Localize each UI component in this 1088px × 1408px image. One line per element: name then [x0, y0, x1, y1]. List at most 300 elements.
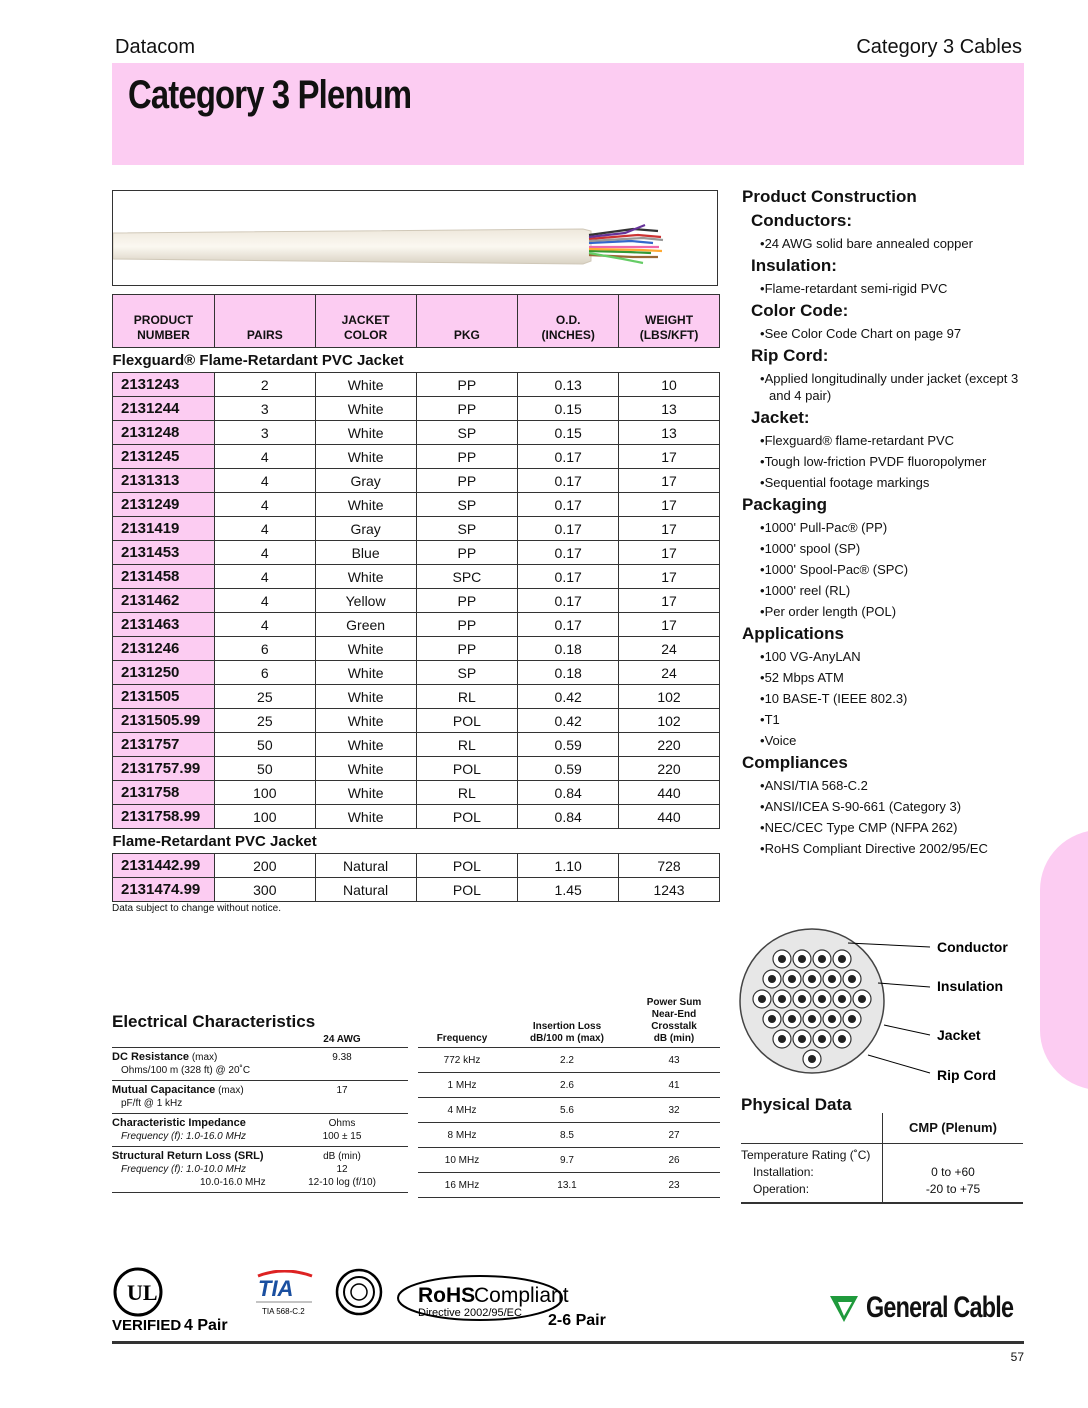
- column-header: [315, 295, 416, 348]
- wire-conductor: [788, 1015, 796, 1023]
- diagram-label-jacket: Jacket: [937, 1027, 981, 1043]
- table-cell: 17: [619, 613, 720, 637]
- table-cell: White: [315, 805, 416, 829]
- wire-conductor: [808, 1055, 816, 1063]
- table-cell: 728: [619, 854, 720, 878]
- table-cell: 220: [619, 757, 720, 781]
- list-item: • Flame-retardant semi-rigid PVC: [742, 280, 1042, 297]
- table-cell: 2: [214, 373, 315, 397]
- column-header-line: (LBS/KFT): [639, 328, 699, 342]
- table-cell: RL: [416, 781, 518, 805]
- temp-rating-label: Temperature Rating (˚C): [741, 1148, 871, 1162]
- wire-conductor: [768, 1015, 776, 1023]
- table-cell: 3: [214, 421, 315, 445]
- frequency-cell: 10 MHz: [444, 1154, 480, 1166]
- table-cell: 0.17: [518, 541, 619, 565]
- table-cell: 0.18: [518, 637, 619, 661]
- category-label: Category 3 Cables: [856, 36, 1022, 58]
- product-number-cell: 2131245: [113, 445, 215, 469]
- column-header-line: [418, 1021, 506, 1033]
- rohs-directive: Directive 2002/95/EC: [418, 1307, 522, 1319]
- column-header-line: PAIRS: [246, 328, 283, 342]
- product-construction: [742, 187, 1042, 861]
- frequency-cell: 2.6: [560, 1079, 574, 1091]
- ul-verified-logo: [112, 1266, 242, 1336]
- table-row: [113, 373, 720, 397]
- table-cell: White: [315, 421, 416, 445]
- table-cell: 4: [214, 613, 315, 637]
- table-cell: PP: [416, 469, 518, 493]
- table-cell: 0.84: [518, 805, 619, 829]
- table-cell: 4: [214, 469, 315, 493]
- product-number-cell: 2131250: [113, 661, 215, 685]
- table-cell: 6: [214, 637, 315, 661]
- column-header-line: dB/100 m (max): [530, 1033, 604, 1044]
- table-cell: POL: [416, 805, 518, 829]
- wire-conductor: [808, 1015, 816, 1023]
- table-cell: 4: [214, 445, 315, 469]
- construction-heading: Color Code:: [751, 301, 849, 320]
- cable-illustration: [113, 191, 717, 285]
- list-item: • 10 BASE-T (IEEE 802.3): [742, 690, 1042, 707]
- column-header: [518, 295, 619, 348]
- table-cell: White: [315, 565, 416, 589]
- list-item: • RoHS Compliant Directive 2002/95/EC: [742, 840, 1042, 857]
- product-number-cell: 2131757: [113, 733, 215, 757]
- table-cell: 0.17: [518, 565, 619, 589]
- list-item: • Flexguard® flame-retardant PVC: [742, 432, 1042, 449]
- construction-list: [742, 519, 1042, 620]
- frequency-table: [418, 997, 720, 1198]
- frequency-cell: 9.7: [560, 1154, 574, 1166]
- column-header-line: WEIGHT: [645, 313, 694, 327]
- product-number-cell: 2131505: [113, 685, 215, 709]
- product-number-cell: 2131463: [113, 613, 215, 637]
- table-row: [113, 878, 720, 902]
- table-cell: 24: [619, 637, 720, 661]
- table-cell: 100: [214, 805, 315, 829]
- wire-conductor: [848, 1015, 856, 1023]
- wire-conductor: [818, 955, 826, 963]
- frequency-cell: 41: [668, 1079, 680, 1091]
- table-cell: White: [315, 445, 416, 469]
- table-cell: 13: [619, 397, 720, 421]
- frequency-row: [418, 1048, 720, 1073]
- frequency-column-header: [506, 1009, 628, 1047]
- table-cell: 0.59: [518, 733, 619, 757]
- table-cell: 1243: [619, 878, 720, 902]
- frequency-cell: 26: [668, 1154, 680, 1166]
- table-row: [113, 613, 720, 637]
- cmp-header: CMP (Plenum): [909, 1120, 997, 1135]
- wire-conductor: [848, 975, 856, 983]
- wire-conductor: [838, 995, 846, 1003]
- section-title: Flexguard® Flame-Retardant PVC Jacket: [112, 351, 404, 369]
- list-item: • 1000' reel (RL): [742, 582, 1042, 599]
- ul-pair-text: 4 Pair: [184, 1317, 228, 1334]
- table-cell: White: [315, 661, 416, 685]
- table-cell: 25: [214, 709, 315, 733]
- product-number-cell: 2131249: [113, 493, 215, 517]
- param-value: Ohms: [328, 1118, 356, 1129]
- construction-list: [742, 370, 1042, 404]
- table-cell: 25: [214, 685, 315, 709]
- table-cell: 0.17: [518, 469, 619, 493]
- table-cell: 17: [619, 565, 720, 589]
- construction-heading: Jacket:: [751, 408, 810, 427]
- table-cell: POL: [416, 878, 518, 902]
- list-item: • Applied longitudinally under jacket (except 3 and 4 pair): [742, 370, 1042, 404]
- frequency-cell: 32: [668, 1104, 680, 1116]
- list-item: • ANSI/ICEA S-90-661 (Category 3): [742, 798, 1042, 815]
- general-cable-logo: [826, 1290, 1055, 1326]
- frequency-cell: 2.2: [560, 1054, 574, 1066]
- wire-conductor: [778, 995, 786, 1003]
- table-cell: 0.18: [518, 661, 619, 685]
- table-cell: 17: [619, 589, 720, 613]
- ul-verified-text: VERIFIED: [112, 1317, 182, 1334]
- table-cell: 17: [619, 517, 720, 541]
- icea-seal-icon: [335, 1268, 385, 1318]
- param-sub: 10.0-16.0 MHz: [200, 1177, 266, 1188]
- table-cell: Gray: [315, 469, 416, 493]
- electrical-row: [112, 1114, 408, 1147]
- column-header-line: Power Sum: [646, 997, 702, 1008]
- list-item: • Tough low-friction PVDF fluoropolymer: [742, 453, 1042, 470]
- table-cell: 102: [619, 685, 720, 709]
- table-cell: Natural: [315, 878, 416, 902]
- column-header-line: PRODUCT: [133, 313, 194, 327]
- frequency-column-header: [418, 1009, 506, 1047]
- table-cell: PP: [416, 397, 518, 421]
- column-header-line: (INCHES): [541, 328, 595, 342]
- list-item: • Per order length (POL): [742, 603, 1042, 620]
- installation-value: 0 to +60: [931, 1165, 975, 1179]
- table-cell: SPC: [416, 565, 518, 589]
- table-cell: 4: [214, 589, 315, 613]
- table-cell: 102: [619, 709, 720, 733]
- table-cell: 17: [619, 445, 720, 469]
- product-number-cell: 2131419: [113, 517, 215, 541]
- wire-conductor: [798, 955, 806, 963]
- column-header: [214, 295, 315, 348]
- frequency-row: [418, 1173, 720, 1198]
- table-cell: 17: [619, 541, 720, 565]
- physical-data-table: [741, 1113, 1023, 1204]
- table-cell: White: [315, 781, 416, 805]
- param-sub: Frequency (f): 1.0-10.0 MHz: [121, 1164, 247, 1175]
- rohs-title: RoHS: [418, 1284, 476, 1307]
- general-cable-mark-icon: [826, 1290, 862, 1326]
- installation-label: Installation:: [753, 1165, 814, 1179]
- table-cell: 4: [214, 565, 315, 589]
- product-number-cell: 2131758.99: [113, 805, 215, 829]
- operation-value: -20 to +75: [925, 1182, 981, 1196]
- table-cell: 0.59: [518, 757, 619, 781]
- table-cell: Green: [315, 613, 416, 637]
- table-cell: 0.84: [518, 781, 619, 805]
- table-row: [113, 637, 720, 661]
- product-number-cell: 2131757.99: [113, 757, 215, 781]
- table-cell: 0.42: [518, 709, 619, 733]
- column-header-line: NUMBER: [137, 328, 190, 342]
- table-cell: 200: [214, 854, 315, 878]
- table-cell: 1.45: [518, 878, 619, 902]
- list-item: • 100 VG-AnyLAN: [742, 648, 1042, 665]
- table-cell: White: [315, 637, 416, 661]
- product-number-cell: 2131246: [113, 637, 215, 661]
- table-row: [113, 854, 720, 878]
- table-cell: PP: [416, 445, 518, 469]
- param-sub: pF/ft @ 1 kHz: [121, 1098, 183, 1109]
- table-cell: RL: [416, 733, 518, 757]
- construction-list: [742, 432, 1042, 491]
- electrical-row: [112, 1081, 408, 1114]
- table-cell: SP: [416, 421, 518, 445]
- wire-conductor: [838, 1035, 846, 1043]
- column-header-line: Insertion Loss: [532, 1021, 602, 1032]
- table-cell: 0.17: [518, 589, 619, 613]
- electrical-params: [112, 1034, 408, 1193]
- table-cell: 50: [214, 733, 315, 757]
- table-cell: PP: [416, 373, 518, 397]
- table-row: [113, 781, 720, 805]
- table-cell: 13: [619, 421, 720, 445]
- table-row: [113, 541, 720, 565]
- table-row: [113, 421, 720, 445]
- table-cell: White: [315, 373, 416, 397]
- section-title: Flame-Retardant PVC Jacket: [112, 832, 317, 850]
- frequency-row: [418, 1123, 720, 1148]
- product-number-cell: 2131243: [113, 373, 215, 397]
- list-item: • 1000' spool (SP): [742, 540, 1042, 557]
- physical-data-title: Physical Data: [741, 1095, 852, 1114]
- construction-heading: Insulation:: [751, 256, 837, 275]
- cable-photo: [112, 190, 718, 286]
- list-item: • Voice: [742, 732, 1042, 749]
- table-cell: 220: [619, 733, 720, 757]
- table-cell: 50: [214, 757, 315, 781]
- product-number-cell: 2131458: [113, 565, 215, 589]
- frequency-row: [418, 1073, 720, 1098]
- table-cell: 4: [214, 541, 315, 565]
- frequency-cell: 16 MHz: [444, 1179, 480, 1191]
- wire-conductor: [778, 955, 786, 963]
- table-cell: 0.17: [518, 613, 619, 637]
- wire-conductor: [798, 1035, 806, 1043]
- product-number-cell: 2131462: [113, 589, 215, 613]
- param-name: Mutual Capacitance: [112, 1084, 216, 1096]
- table-cell: Blue: [315, 541, 416, 565]
- operation-label: Operation:: [753, 1182, 810, 1196]
- table-cell: White: [315, 397, 416, 421]
- table-cell: 3: [214, 397, 315, 421]
- list-item: • 52 Mbps ATM: [742, 669, 1042, 686]
- electrical-title: Electrical Characteristics: [112, 1012, 316, 1031]
- table-cell: 300: [214, 878, 315, 902]
- table-cell: Gray: [315, 517, 416, 541]
- table-row: [113, 685, 720, 709]
- param-qualifier: (max): [189, 1052, 218, 1063]
- wire-conductor: [828, 1015, 836, 1023]
- param-value: 12-10 log (f/10): [308, 1177, 376, 1188]
- table-row: [113, 493, 720, 517]
- table-cell: White: [315, 685, 416, 709]
- table-cell: 17: [619, 493, 720, 517]
- svg-text:UL: UL: [127, 1280, 158, 1305]
- table-cell: PP: [416, 613, 518, 637]
- construction-list: [742, 648, 1042, 749]
- wire-conductor: [778, 1035, 786, 1043]
- frequency-row: [418, 1098, 720, 1123]
- table-cell: Yellow: [315, 589, 416, 613]
- list-item: • 1000' Spool-Pac® (SPC): [742, 561, 1042, 578]
- svg-text:TIA: TIA: [258, 1276, 294, 1301]
- construction-heading: Rip Cord:: [751, 346, 829, 365]
- product-number-cell: 2131505.99: [113, 709, 215, 733]
- wire-conductor: [858, 995, 866, 1003]
- frequency-cell: 43: [668, 1054, 680, 1066]
- param-value: 17: [336, 1085, 348, 1096]
- wire-conductor: [818, 995, 826, 1003]
- table-row: [113, 397, 720, 421]
- table-cell: 0.17: [518, 445, 619, 469]
- table-cell: SP: [416, 517, 518, 541]
- list-item: • 24 AWG solid bare annealed copper: [742, 235, 1042, 252]
- list-item: • Sequential footage markings: [742, 474, 1042, 491]
- column-header-line: PKG: [453, 328, 480, 342]
- table-header-row: [113, 295, 720, 348]
- frequency-cell: 13.1: [557, 1179, 577, 1191]
- product-number-cell: 2131313: [113, 469, 215, 493]
- table-cell: 0.13: [518, 373, 619, 397]
- table-cell: POL: [416, 757, 518, 781]
- column-header-line: JACKET: [341, 313, 390, 327]
- electrical-row: [112, 1048, 408, 1081]
- param-name: Characteristic Impedance: [112, 1117, 246, 1129]
- table-cell: SP: [416, 661, 518, 685]
- product-number-cell: 2131474.99: [113, 878, 215, 902]
- param-sub: Ohms/100 m (328 ft) @ 20˚C: [121, 1065, 251, 1076]
- cable-cross-section: [738, 925, 1028, 1095]
- frequency-cell: 23: [668, 1179, 680, 1191]
- frequency-cell: 8 MHz: [447, 1129, 477, 1141]
- page-number: 57: [1010, 1350, 1024, 1364]
- param-name: DC Resistance: [112, 1051, 190, 1063]
- table-cell: PP: [416, 637, 518, 661]
- table-cell: 440: [619, 781, 720, 805]
- tia-logo: [250, 1270, 320, 1318]
- construction-heading: Packaging: [742, 495, 828, 514]
- table-row: [113, 709, 720, 733]
- table-cell: 4: [214, 493, 315, 517]
- table-cell: White: [315, 709, 416, 733]
- table-cell: White: [315, 493, 416, 517]
- table-cell: POL: [416, 854, 518, 878]
- table-cell: 4: [214, 517, 315, 541]
- construction-heading: Compliances: [742, 753, 848, 772]
- table-row: [113, 565, 720, 589]
- table-cell: PP: [416, 541, 518, 565]
- table-row: [113, 661, 720, 685]
- frequency-cell: 5.6: [560, 1104, 574, 1116]
- product-number-cell: 2131442.99: [113, 854, 215, 878]
- frequency-column-header: [628, 997, 720, 1047]
- param-value: 12: [336, 1164, 348, 1175]
- list-item: • T1: [742, 711, 1042, 728]
- list-item: • 1000' Pull-Pac® (PP): [742, 519, 1042, 536]
- electrical-row: [112, 1147, 408, 1193]
- table-row: [113, 805, 720, 829]
- rohs-compliant: Compliant: [474, 1284, 569, 1307]
- column-header-line: COLOR: [343, 328, 388, 342]
- column-header: [619, 295, 720, 348]
- table-cell: Natural: [315, 854, 416, 878]
- construction-heading: Product Construction: [742, 187, 917, 206]
- param-value: dB (min): [323, 1151, 361, 1162]
- diagram-label-insulation: Insulation: [937, 978, 1004, 994]
- tia-sub-text: TIA 568-C.2: [262, 1307, 305, 1316]
- awg-header: 24 AWG: [323, 1034, 361, 1045]
- column-header-line: Frequency: [436, 1033, 488, 1044]
- table-cell: POL: [416, 709, 518, 733]
- frequency-cell: 4 MHz: [447, 1104, 477, 1116]
- table-cell: 0.17: [518, 517, 619, 541]
- construction-list: [742, 325, 1042, 342]
- construction-list: [742, 777, 1042, 857]
- column-header: [416, 295, 518, 348]
- wire-conductor: [838, 955, 846, 963]
- page-title: Category 3 Plenum: [128, 73, 412, 117]
- column-header-line: Near-End Crosstalk: [651, 1009, 697, 1032]
- wire-conductor: [758, 995, 766, 1003]
- wire-conductor: [808, 975, 816, 983]
- frequency-cell: 8.5: [560, 1129, 574, 1141]
- table-cell: RL: [416, 685, 518, 709]
- wire-conductor: [768, 975, 776, 983]
- rohs-pair: 2-6 Pair: [548, 1312, 606, 1329]
- param-value: 9.38: [332, 1052, 352, 1063]
- product-table: [112, 294, 720, 902]
- table-row: [113, 517, 720, 541]
- product-number-cell: 2131244: [113, 397, 215, 421]
- list-item: • ANSI/TIA 568-C.2: [742, 777, 1042, 794]
- table-cell: 24: [619, 661, 720, 685]
- section-label: Datacom: [115, 36, 196, 58]
- list-item: • NEC/CEC Type CMP (NFPA 262): [742, 819, 1042, 836]
- footer-rule: [112, 1341, 1024, 1344]
- frequency-row: [418, 1148, 720, 1173]
- brand-name: General Cable: [866, 1291, 1014, 1324]
- column-header-line: O.D.: [555, 313, 581, 327]
- title-banner: [112, 63, 1024, 165]
- rohs-logo: [396, 1272, 616, 1332]
- param-name: Structural Return Loss (SRL): [112, 1150, 264, 1162]
- table-cell: White: [315, 733, 416, 757]
- table-cell: 0.17: [518, 493, 619, 517]
- frequency-cell: 1 MHz: [447, 1079, 477, 1091]
- section-row: [113, 348, 720, 373]
- table-cell: 0.15: [518, 421, 619, 445]
- frequency-cell: 27: [668, 1129, 680, 1141]
- table-row: [113, 469, 720, 493]
- table-cell: SP: [416, 493, 518, 517]
- product-number-cell: 2131248: [113, 421, 215, 445]
- table-cell: 10: [619, 373, 720, 397]
- wire-conductor: [828, 975, 836, 983]
- table-cell: 440: [619, 805, 720, 829]
- diagram-label-rip-cord: Rip Cord: [937, 1067, 997, 1083]
